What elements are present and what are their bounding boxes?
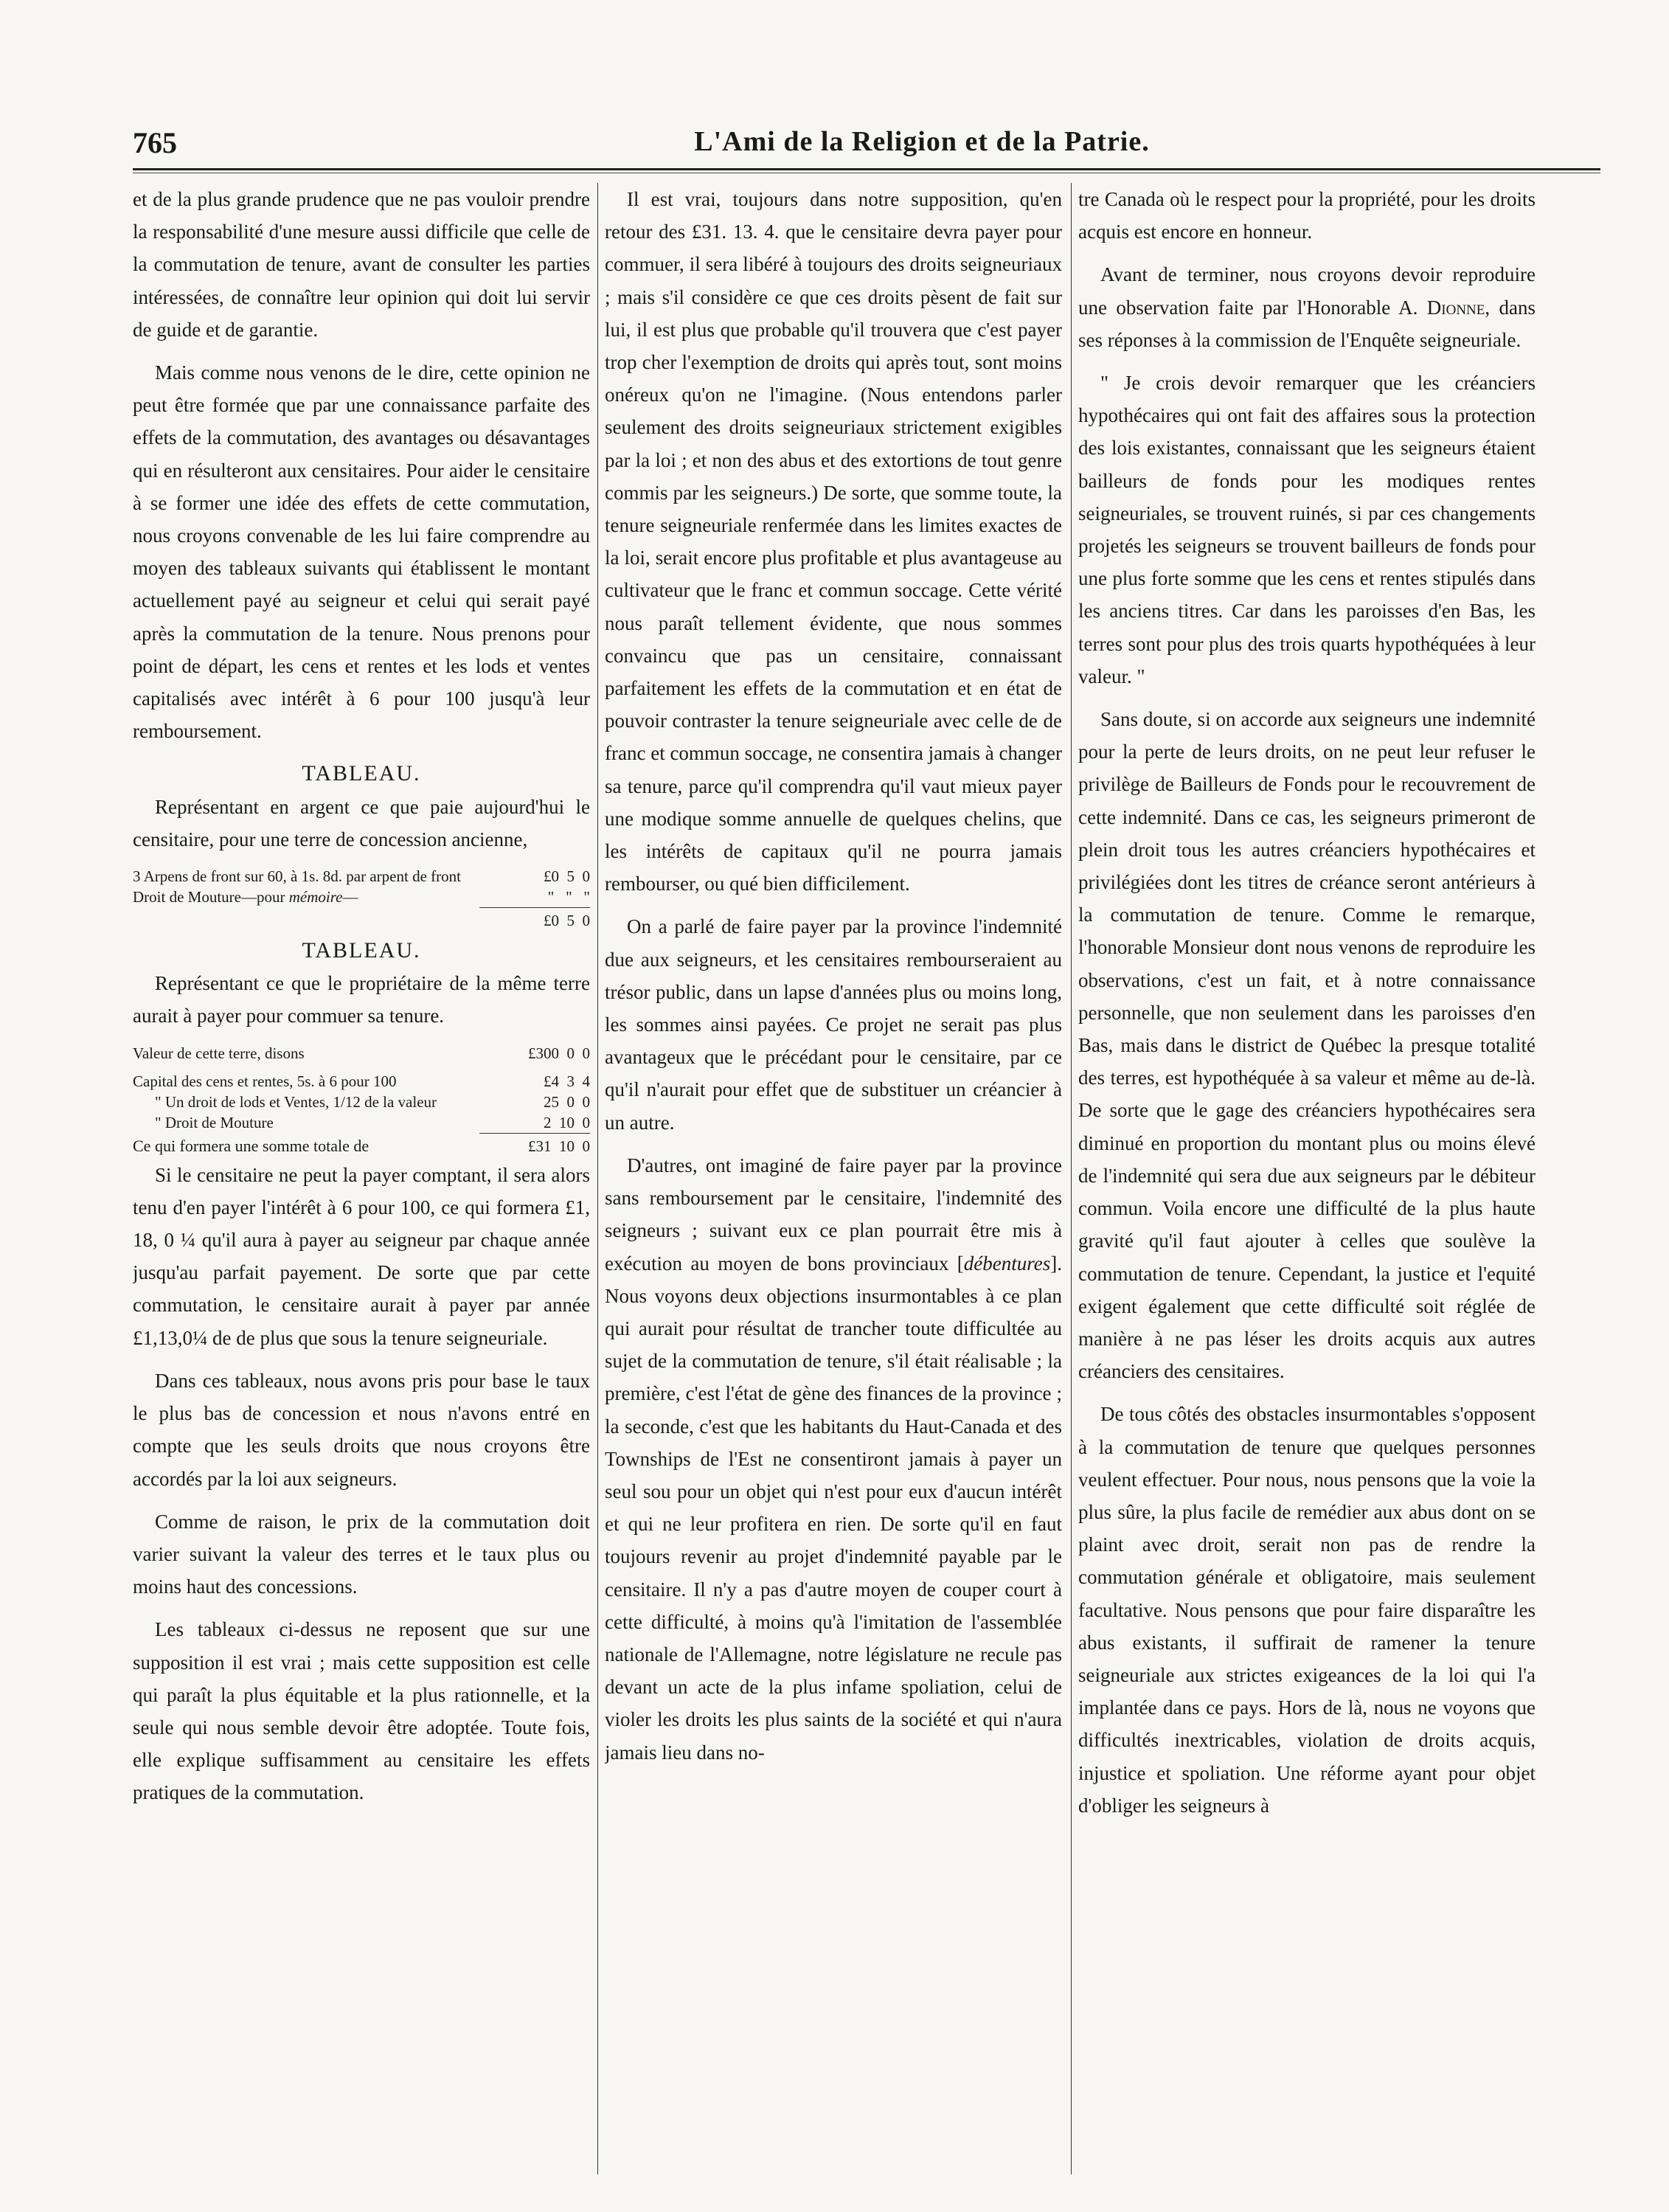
column-1 bbox=[133, 183, 590, 2174]
table-row-amount: £0 5 0 bbox=[544, 867, 590, 886]
table-total-row bbox=[133, 1134, 590, 1159]
table-total-amount: £0 5 0 bbox=[544, 912, 590, 930]
table-total-row bbox=[133, 908, 590, 933]
paragraph: Il est vrai, toujours dans notre supposition, qu'en retour des £31. 13. 4. que le censitaire devra payer pour commuer, il sera libéré à toujours des droits seigneuriaux ; mais s'il considère ce que ces droits pèsent de fait sur lui, il est plus que probable qu'il trouvera que c'est payer trop cher l'exemption de droits qui après tout, sont moins onéreux qu'on ne l'imagine. (Nous entendons parler seulement des droits seigneuriaux strictement exigibles par la loi ; et non des abus et des extortions de tout genre commis par les seigneurs.) De sorte, que somme toute, la tenure seigneuriale renfermée dans les limites exactes de la loi, serait encore plus profitable et plus avantageuse au cultivateur que le franc et commun soccage. Cette vérité nous paraît tellement évidente, que nous sommes convaincu que pas un censitaire, connaissant parfaitement les effets de la commutation et en état de pouvoir contraster la tenure seigneuriale avec celle de de franc et commun soccage, ne consentira jamais à changer sa tenure, parce qu'il comprendra qu'il vaut mieux payer une modique somme annuelle de quelques chelins, que les intérêts de capitaux qu'il ne pourra jamais rembourser, ou qué bien difficilement. bbox=[605, 188, 1062, 895]
table-row-label: Capital des cens et rentes, 5s. à 6 pour 100 bbox=[133, 1072, 397, 1090]
running-title: L'Ami de la Religion et de la Patrie. bbox=[694, 126, 1150, 157]
table-2 bbox=[133, 935, 590, 1159]
paragraph: D'autres, ont imaginé de faire payer par la province sans remboursement par le censitaire, l'indemnité des seigneurs ; suivant eux ce plan pourrait être mis à exécution au moyen de bons provinciaux [débentures]. Nous voyons deux objections insurmontables à ce plan qui aurait pour résultat de trancher toute difficultée au sujet de la commutation de tenure, s'il était réalisable ; la première, c'est l'état de gène des finances de la province ; la seconde, c'est que les habitants du Haut-Canada et des Townships de l'Est ne consentiront jamais à payer un seul sou pour un objet qui n'est pour eux d'aucun intérêt et qui ne leur profitera en rien. De sorte qu'il en faut toujours revenir au projet d'indemnité payable par le censitaire. Il n'y a pas d'autre moyen de couper court à cette difficulté, à moins qu'à l'imitation de l'assemblée nationale de l'Allemagne, notre législature ne recule pas devant un acte de la plus infame spoliation, celui de violer les droits les plus saints de la société et qui n'aura jamais lieu dans no- bbox=[605, 1154, 1062, 1764]
table-row bbox=[133, 887, 590, 907]
table-row-label: " Droit de Mouture bbox=[155, 1113, 274, 1131]
table-row bbox=[133, 1092, 590, 1112]
quotation-paragraph: " Je crois devoir remarquer que les créanciers hypothécaires qui ont fait des affaires sous la protection des lois existantes, connaissant que les seigneurs étaient bailleurs de fonds pour les modiques rentes seigneuriales, se trouvent ruinés, si par ces changements projetés les seigneurs se trouvent bailleurs de fonds pour une plus forte somme que les cens et rentes stipulés dans les anciens titres. Car dans les paroisses d'en Bas, les terres sont pour plus des trois quarts hypothéquées à leur valeur. " bbox=[1078, 372, 1536, 687]
italic-term: débentures bbox=[963, 1252, 1051, 1275]
table-1 bbox=[133, 757, 590, 933]
table-row bbox=[133, 866, 590, 887]
paragraph: Si le censitaire ne peut la payer comptant, il sera alors tenu d'en payer l'intérêt à 6 pour 100, ce qui formera £1, 18, 0 ¼ qu'il aura à payer au seigneur par chaque année jusqu'au parfait payement. De sorte que par cette commutation, le censitaire aurait à payer par année £1,13,0¼ de de plus que sous la tenure seigneuriale. bbox=[133, 1163, 590, 1349]
paragraph: Les tableaux ci-dessus ne reposent que sur une supposition il est vrai ; mais cette supposition est celle qui paraît la plus équitable et la plus rationnelle, et la seule qui nous semble devoir être adoptée. Toute fois, elle explique suffisamment au censitaire les effets pratiques de la commutation. bbox=[133, 1618, 590, 1804]
table-row bbox=[133, 1112, 590, 1133]
small-caps-name: Dionne bbox=[1426, 296, 1485, 319]
table-row-label: Droit de Mouture—pour mémoire— bbox=[133, 888, 358, 906]
table-row bbox=[133, 1043, 590, 1064]
column-3 bbox=[1078, 183, 1536, 2174]
page-header bbox=[133, 125, 1578, 159]
paragraph: Sans doute, si on accorde aux seigneurs une indemnité pour la perte de leurs droits, on ne peut leur refuser le privilège de Bailleurs de Fonds pour le recouvrement de cette indemnité. Dans ce cas, les seigneurs primeront de plein droit tous les autres créanciers hypothécaires et privilégiées dont les titres de créance seront antérieurs à la commutation de tenure. Comme le remarque, l'honorable Monsieur dont nous venons de reproduire les observations, c'est un fait, et à notre connaissance personnelle, que non seulement dans les paroisses d'en Bas, mais dans le district de Québec la presque totalité des terres, est hypothéquée à sa valeur et même au de-là. De sorte que le gage des créanciers hypothécaires sera diminué en proportion du montant plus ou moins élevé de l'indemnité qui sera due aux seigneurs par le débiteur commun. Voila encore une difficulté de la plus haute gravité qu'il faut ajouter à celles que soulève la commutation de tenure. Cependant, la justice et l'equité exigent également que cette difficulté soit réglée de manière à ne pas léser les droits acquis aux autres créanciers des censitaires. bbox=[1078, 708, 1536, 1383]
column-divider bbox=[1071, 183, 1072, 2174]
header-rule bbox=[133, 168, 1600, 170]
paragraph: Comme de raison, le prix de la commutation doit varier suivant la valeur des terres et le taux plus ou moins haut des concessions. bbox=[133, 1510, 590, 1598]
column-divider bbox=[597, 183, 598, 2174]
table-row-label: Valeur de cette terre, disons bbox=[133, 1044, 305, 1062]
table-title: TABLEAU. bbox=[302, 761, 421, 786]
table-row-amount: 25 0 0 bbox=[544, 1092, 590, 1111]
table-row-amount: £300 0 0 bbox=[528, 1044, 590, 1062]
table-row-label: " Un droit de lods et Ventes, 1/12 de la valeur bbox=[155, 1092, 437, 1111]
table-total-label: Ce qui formera une somme totale de bbox=[133, 1136, 369, 1155]
paragraph: De tous côtés des obstacles insurmontables s'opposent à la commutation de tenure que quelques personnes veulent effectuer. Pour nous, nous pensons que la voie la plus sûre, la plus facile de remédier aux abus dont on se plaint avec droit, serait non pas de rendre la commutation générale et obligatoire, mais seulement facultative. Nous pensons que pour faire disparaître les abus existants, il suffirait de ramener la tenure seigneuriale aux strictes exigeances de la loi qui l'a implantée dans ce pays. Hors de là, nous ne voyons que difficultés inextricables, violation de droits acquis, injustice et spoliation. Une réforme ayant pour objet d'obliger les seigneurs à bbox=[1078, 1403, 1536, 1817]
paragraph: Avant de terminer, nous croyons devoir reproduire une observation faite par l'Honorable A. Dionne, dans ses réponses à la commission de l'Enquête seigneuriale. bbox=[1078, 263, 1536, 351]
table-row-label: 3 Arpens de front sur 60, à 1s. 8d. par arpent de front bbox=[133, 867, 461, 886]
table-row-amount: 2 10 0 bbox=[544, 1113, 590, 1131]
table-row bbox=[133, 1071, 590, 1092]
table-row-amount: " " " bbox=[547, 888, 590, 906]
table-description: Représentant ce que le propriétaire de la même terre aurait à payer pour commuer sa tenure. bbox=[133, 972, 590, 1027]
paragraph: Mais comme nous venons de le dire, cette opinion ne peut être formée que par une connaissance parfaite des effets de la commutation, des avantages ou désavantages qui en résulteront aux censitaires. Pour aider le censitaire à se former une idée des effets de cette commutation, nous croyons convenable de les lui faire comprendre au moyen des tableaux suivants qui établissent le montant actuellement payé au seigneur et celui qui serait payé après la commutation de la tenure. Nous prenons pour point de départ, les cens et rentes et les lods et ventes capitalisés avec intérêt à 6 pour 100 jusqu'à leur remboursement. bbox=[133, 361, 590, 743]
table-description: Représentant en argent ce que paie aujourd'hui le censitaire, pour une terre de concession ancienne, bbox=[133, 795, 590, 850]
table-total-amount: £31 10 0 bbox=[528, 1137, 590, 1155]
paragraph: Dans ces tableaux, nous avons pris pour base le taux le plus bas de concession et nous n'avons entré en compte que les seuls droits que nous croyons être accordés par la loi aux seigneurs. bbox=[133, 1369, 590, 1490]
paragraph: tre Canada où le respect pour la propriété, pour les droits acquis est encore en honneur. bbox=[1078, 188, 1536, 243]
table-row-amount: £4 3 4 bbox=[544, 1072, 590, 1090]
paragraph: et de la plus grande prudence que ne pas vouloir prendre la responsabilité d'une mesure aussi difficile que celle de la commutation de tenure, avant de consulter les parties intéressées, de connaître leur opinion qui doit lui servir de guide et de garantie. bbox=[133, 188, 590, 341]
table-title: TABLEAU. bbox=[302, 938, 421, 963]
page-number: 765 bbox=[133, 126, 177, 159]
column-2 bbox=[605, 183, 1062, 2174]
paragraph: On a parlé de faire payer par la province l'indemnité due aux seigneurs, et les censitaires rembourseraient au trésor public, dans un lapse d'années plus ou moins long, les sommes ainsi payées. Ce projet ne serait pas plus avantageux que le précédant pour le censitaire, par ce qu'il n'aurait pour effet que de substituer un créancier à un autre. bbox=[605, 915, 1062, 1134]
